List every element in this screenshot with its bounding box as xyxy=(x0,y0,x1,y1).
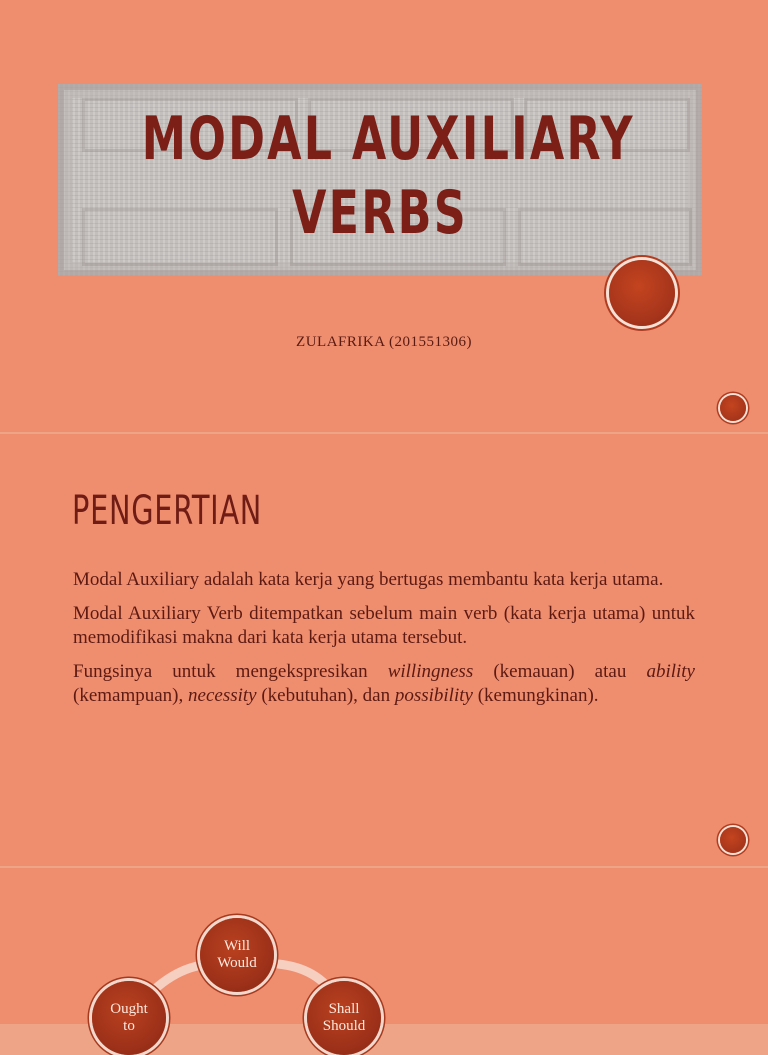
node-label: Should xyxy=(322,1018,366,1034)
node-shall-should xyxy=(307,981,381,1055)
term-possibility: possibility xyxy=(394,685,473,706)
title-banner xyxy=(58,84,702,276)
node-will-would xyxy=(200,918,274,992)
term-willingness: willingness xyxy=(387,660,474,682)
node-label: Shall xyxy=(328,1001,360,1017)
section-heading: PENGERTIAN xyxy=(72,488,263,534)
author-subtitle: ZULAFRIKA (201551306) xyxy=(296,334,472,350)
slide-title xyxy=(141,102,635,250)
title-line-1: MODAL AUXILIARY xyxy=(141,104,635,174)
paragraph-3-text: (kemampuan), xyxy=(73,685,189,706)
node-ought-to xyxy=(92,981,166,1055)
node-label: to xyxy=(123,1018,135,1034)
paragraph-3-text: (kemungkinan). xyxy=(472,685,599,706)
paragraph-3-text: Fungsinya untuk mengekspresikan xyxy=(73,660,388,682)
paragraph-3-text: (kebutuhan), dan xyxy=(256,685,395,706)
paragraph-3 xyxy=(73,660,695,709)
title-slide xyxy=(0,0,768,432)
paragraph-3-text: (kemauan) atau xyxy=(473,660,647,682)
node-label: Would xyxy=(217,955,257,971)
decorative-circle-small xyxy=(720,395,746,421)
term-ability: ability xyxy=(646,660,695,682)
definition-body xyxy=(73,568,695,718)
node-label: Will xyxy=(223,938,251,954)
term-necessity: necessity xyxy=(188,685,257,706)
decorative-circle-large xyxy=(609,260,675,326)
decorative-circle-small xyxy=(720,827,746,853)
modal-verbs-diagram-slide xyxy=(0,868,768,1034)
paragraph-1: Modal Auxiliary adalah kata kerja yang bertugas membantu kata kerja utama. xyxy=(73,569,664,590)
node-label: Ought xyxy=(110,1001,148,1017)
paragraph-2: Modal Auxiliary Verb ditempatkan sebelum main verb (kata kerja utama) untuk memodifikasi makna dari kata kerja utama tersebut. xyxy=(73,602,695,648)
title-line-2: VERBS xyxy=(292,178,468,248)
